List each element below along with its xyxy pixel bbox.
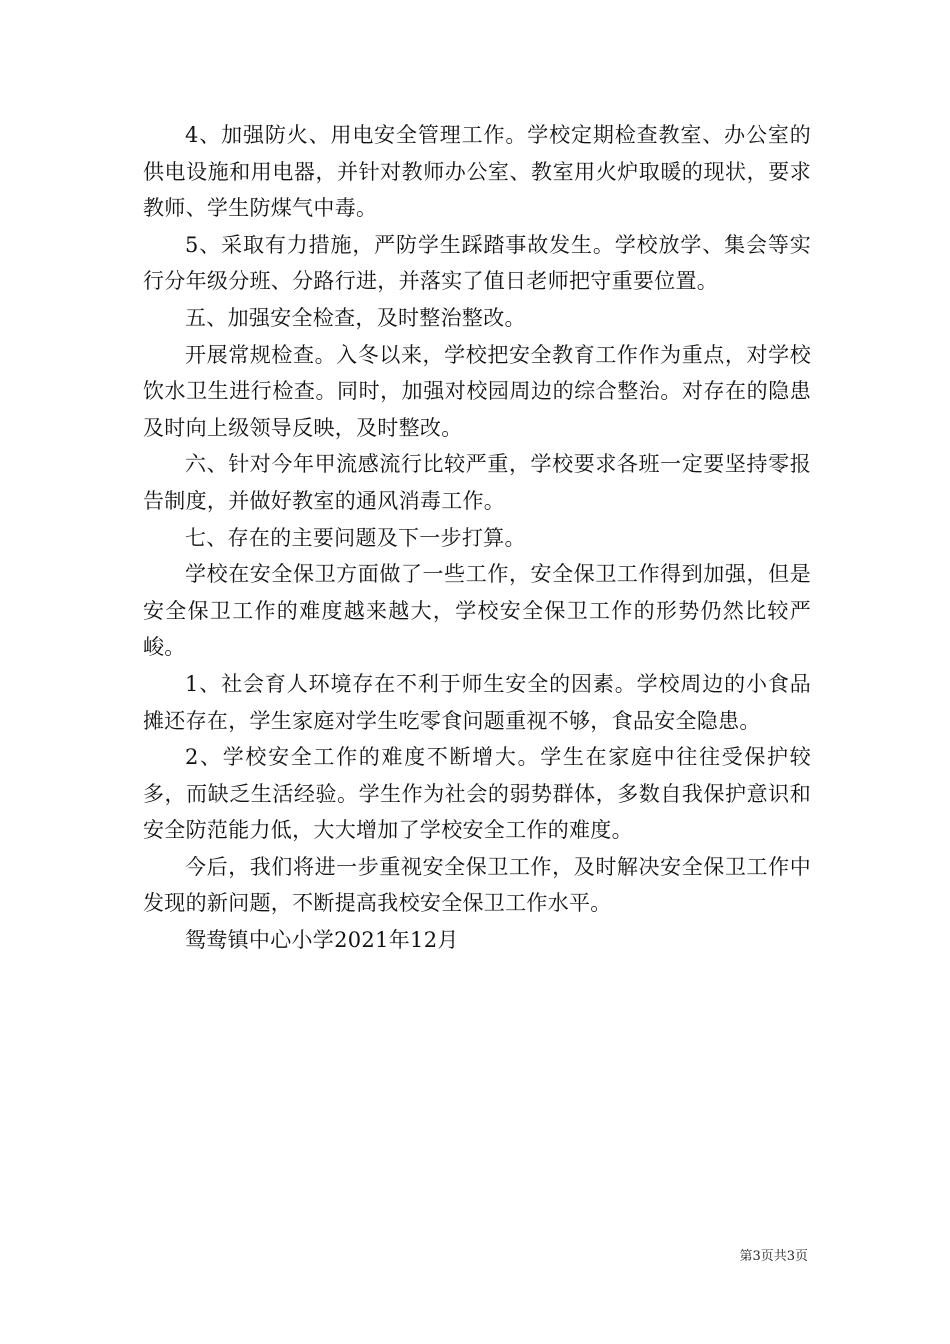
- section-heading-inspection: 五、加强安全检查，及时整治整改。: [185, 305, 526, 330]
- paragraph-problem-difficulty: 2、学校安全工作的难度不断增大。学生在家庭中往往受保护较多，而缺乏生活经验。学生作为社会的弱势群体，多数自我保护意识和安全防范能力低，大大增加了学校安全工作的难度。: [143, 745, 811, 843]
- paragraph-fire-safety: 4、加强防火、用电安全管理工作。学校定期检查教室、办公室的供电设施和用电器，并针对教师办公室、教室用火炉取暖的现状，要求教师、学生防煤气中毒。: [143, 123, 811, 221]
- section-heading-problems: 七、存在的主要问题及下一步打算。: [185, 525, 526, 550]
- paragraph-routine-inspection: 开展常规检查。入冬以来，学校把安全教育工作作为重点，对学校饮水卫生进行检查。同时，加强对校园周边的综合整治。对存在的隐患及时向上级领导反映，及时整改。: [143, 342, 811, 440]
- paragraph-stampede-prevention: 5、采取有力措施，严防学生踩踏事故发生。学校放学、集会等实行分年级分班、分路行进，并落实了值日老师把守重要位置。: [143, 232, 811, 294]
- signature-school-date: 鸳鸯镇中心小学2021年12月: [185, 928, 459, 953]
- document-body: [143, 117, 811, 959]
- paragraph-security-summary: 学校在安全保卫方面做了一些工作，安全保卫工作得到加强，但是安全保卫工作的难度越来越大，学校安全保卫工作的形势仍然比较严峻。: [143, 562, 811, 660]
- page-number: 第3页共3页: [739, 1249, 808, 1264]
- paragraph-future-plan: 今后，我们将进一步重视安全保卫工作，及时解决安全保卫工作中发现的新问题，不断提高我校安全保卫工作水平。: [143, 854, 811, 916]
- section-heading-flu: 六、针对今年甲流感流行比较严重，学校要求各班一定要坚持零报告制度，并做好教室的通风消毒工作。: [143, 452, 811, 513]
- paragraph-problem-environment: 1、社会育人环境存在不利于师生安全的因素。学校周边的小食品摊还存在，学生家庭对学生吃零食问题重视不够，食品安全隐患。: [143, 671, 811, 733]
